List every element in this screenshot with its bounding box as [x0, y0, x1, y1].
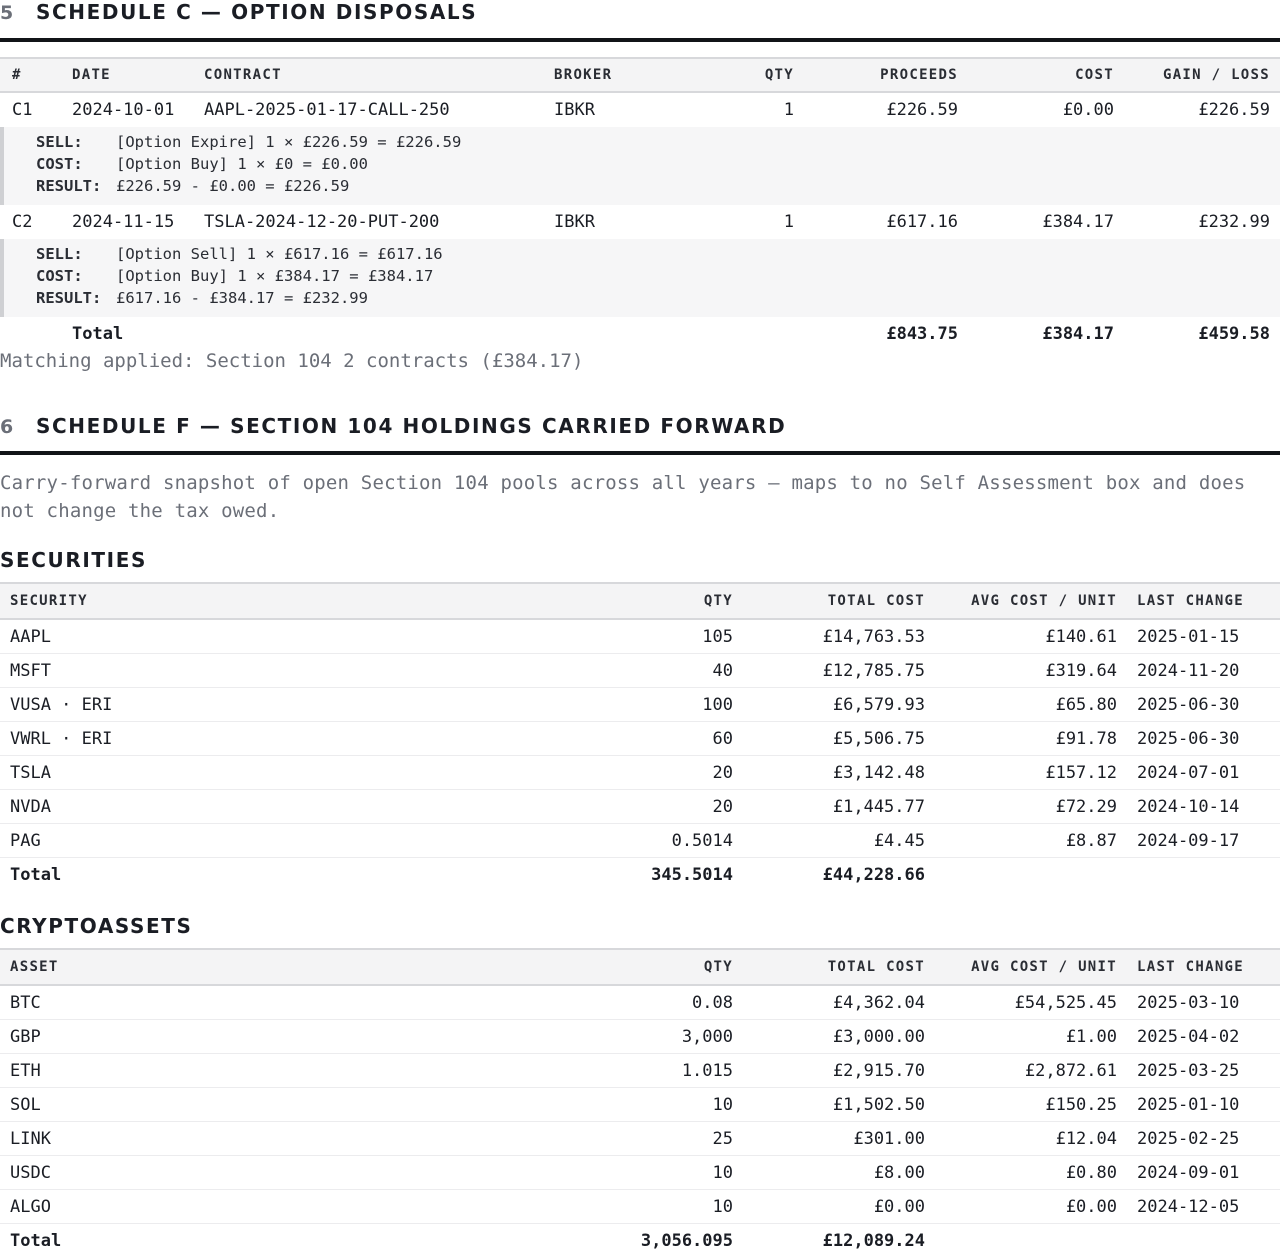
asset-qty: 0.08: [600, 985, 745, 1020]
security-total-cost: £6,579.93: [745, 688, 937, 722]
sell-detail: [Option Sell] 1 × £617.16 = £617.16: [116, 245, 443, 263]
row-qty: 1: [704, 92, 804, 127]
table-row: [0, 1190, 1280, 1224]
section-title: SCHEDULE C — OPTION DISPOSALS: [36, 0, 477, 24]
asset-last-change: 2024-09-01: [1129, 1156, 1280, 1190]
column-header: GAIN / LOSS: [1124, 58, 1280, 92]
section-number: 5: [0, 2, 36, 24]
column-header: SECURITY: [0, 583, 600, 619]
security-name: VWRL · ERI: [0, 722, 600, 756]
row-cost: £0.00: [968, 92, 1124, 127]
asset-qty: 3,000: [600, 1020, 745, 1054]
asset-name: BTC: [0, 985, 600, 1020]
column-header: DATE: [72, 58, 204, 92]
asset-total-cost: £0.00: [745, 1190, 937, 1224]
result-label: RESULT:: [36, 287, 116, 309]
asset-last-change: 2025-03-25: [1129, 1054, 1280, 1088]
column-header: QTY: [600, 949, 745, 985]
column-header: AVG COST / UNIT: [937, 583, 1129, 619]
total-label: Total: [72, 317, 204, 351]
asset-total-cost: £8.00: [745, 1156, 937, 1190]
security-qty: 105: [600, 619, 745, 654]
security-avg-cost: £72.29: [937, 790, 1129, 824]
security-avg-cost: £91.78: [937, 722, 1129, 756]
asset-total-cost: £3,000.00: [745, 1020, 937, 1054]
total-qty: 345.5014: [600, 858, 745, 892]
table-row: [0, 1088, 1280, 1122]
column-header: QTY: [704, 58, 804, 92]
asset-qty: 10: [600, 1190, 745, 1224]
asset-last-change: 2025-01-10: [1129, 1088, 1280, 1122]
table-row: [0, 688, 1280, 722]
asset-last-change: 2025-04-02: [1129, 1020, 1280, 1054]
table-row: [0, 619, 1280, 654]
security-avg-cost: £157.12: [937, 756, 1129, 790]
asset-avg-cost: £0.80: [937, 1156, 1129, 1190]
column-header: ASSET: [0, 949, 600, 985]
security-qty: 60: [600, 722, 745, 756]
security-last-change: 2025-06-30: [1129, 722, 1280, 756]
row-cost: £384.17: [968, 205, 1124, 239]
table-row: [0, 654, 1280, 688]
asset-qty: 10: [600, 1156, 745, 1190]
table-header-row: [0, 58, 1280, 92]
column-header: LAST CHANGE: [1129, 949, 1280, 985]
total-label: Total: [0, 858, 600, 892]
section-description: Carry-forward snapshot of open Section 104 pools across all years — maps to no Self Assessment box and does not change the tax owed.: [0, 469, 1270, 525]
sell-label: SELL:: [36, 131, 116, 153]
column-header: CONTRACT: [204, 58, 554, 92]
total-cost: £12,089.24: [745, 1224, 937, 1257]
column-header: BROKER: [554, 58, 704, 92]
security-name: TSLA: [0, 756, 600, 790]
table-row: [0, 1054, 1280, 1088]
table-row: [0, 790, 1280, 824]
security-last-change: 2024-07-01: [1129, 756, 1280, 790]
row-contract: TSLA-2024-12-20-PUT-200: [204, 205, 554, 239]
table-row: [0, 756, 1280, 790]
asset-avg-cost: £0.00: [937, 1190, 1129, 1224]
security-name: AAPL: [0, 619, 600, 654]
total-label: Total: [0, 1224, 600, 1257]
detail-row: [0, 127, 1280, 205]
security-last-change: 2024-09-17: [1129, 824, 1280, 858]
asset-total-cost: £2,915.70: [745, 1054, 937, 1088]
cost-label: COST:: [36, 265, 116, 287]
security-total-cost: £1,445.77: [745, 790, 937, 824]
security-name: PAG: [0, 824, 600, 858]
column-header: COST: [968, 58, 1124, 92]
row-qty: 1: [704, 205, 804, 239]
section-title: SCHEDULE F — SECTION 104 HOLDINGS CARRIED FORWARD: [36, 414, 786, 438]
cryptoassets-heading: CRYPTOASSETS: [0, 914, 193, 938]
table-row: [0, 92, 1280, 127]
column-header: #: [0, 58, 72, 92]
total-row: [0, 858, 1280, 892]
calculation-detail: [0, 127, 1280, 205]
sell-label: SELL:: [36, 243, 116, 265]
row-contract: AAPL-2025-01-17-CALL-250: [204, 92, 554, 127]
row-broker: IBKR: [554, 92, 704, 127]
total-row: [0, 317, 1280, 351]
security-qty: 0.5014: [600, 824, 745, 858]
security-qty: 20: [600, 790, 745, 824]
column-header: TOTAL COST: [745, 949, 937, 985]
sell-detail: [Option Expire] 1 × £226.59 = £226.59: [116, 133, 461, 151]
asset-qty: 25: [600, 1122, 745, 1156]
row-date: 2024-11-15: [72, 205, 204, 239]
row-id: C2: [0, 205, 72, 239]
security-last-change: 2024-11-20: [1129, 654, 1280, 688]
security-last-change: 2025-01-15: [1129, 619, 1280, 654]
result-label: RESULT:: [36, 175, 116, 197]
result-detail: £617.16 - £384.17 = £232.99: [116, 289, 368, 307]
row-broker: IBKR: [554, 205, 704, 239]
asset-name: USDC: [0, 1156, 600, 1190]
table-row: [0, 205, 1280, 239]
column-header: LAST CHANGE: [1129, 583, 1280, 619]
security-avg-cost: £65.80: [937, 688, 1129, 722]
security-name: NVDA: [0, 790, 600, 824]
asset-qty: 1.015: [600, 1054, 745, 1088]
detail-row: [0, 239, 1280, 317]
row-gain: £226.59: [1124, 92, 1280, 127]
security-avg-cost: £8.87: [937, 824, 1129, 858]
securities-table: [0, 582, 1280, 891]
asset-avg-cost: £150.25: [937, 1088, 1129, 1122]
table-row: [0, 824, 1280, 858]
column-header: TOTAL COST: [745, 583, 937, 619]
table-row: [0, 1122, 1280, 1156]
security-avg-cost: £140.61: [937, 619, 1129, 654]
cost-detail: [Option Buy] 1 × £384.17 = £384.17: [116, 267, 433, 285]
total-gain: £459.58: [1124, 317, 1280, 351]
cost-label: COST:: [36, 153, 116, 175]
row-proceeds: £226.59: [804, 92, 968, 127]
table-row: [0, 1156, 1280, 1190]
security-last-change: 2025-06-30: [1129, 688, 1280, 722]
asset-last-change: 2025-03-10: [1129, 985, 1280, 1020]
row-gain: £232.99: [1124, 205, 1280, 239]
row-proceeds: £617.16: [804, 205, 968, 239]
row-id: C1: [0, 92, 72, 127]
result-detail: £226.59 - £0.00 = £226.59: [116, 177, 349, 195]
schedule-f-header: [0, 414, 1280, 455]
security-total-cost: £12,785.75: [745, 654, 937, 688]
table-header-row: [0, 949, 1280, 985]
row-date: 2024-10-01: [72, 92, 204, 127]
total-cost: £384.17: [968, 317, 1124, 351]
asset-avg-cost: £1.00: [937, 1020, 1129, 1054]
column-header: QTY: [600, 583, 745, 619]
asset-total-cost: £1,502.50: [745, 1088, 937, 1122]
asset-total-cost: £301.00: [745, 1122, 937, 1156]
cryptoassets-table: [0, 948, 1280, 1257]
schedule-c-header: [0, 0, 1280, 42]
table-row: [0, 985, 1280, 1020]
total-proceeds: £843.75: [804, 317, 968, 351]
asset-last-change: 2024-12-05: [1129, 1190, 1280, 1224]
security-total-cost: £4.45: [745, 824, 937, 858]
asset-name: ALGO: [0, 1190, 600, 1224]
asset-qty: 10: [600, 1088, 745, 1122]
securities-heading: SECURITIES: [0, 548, 147, 572]
column-header: PROCEEDS: [804, 58, 968, 92]
option-disposals-table: [0, 57, 1280, 351]
table-row: [0, 722, 1280, 756]
asset-total-cost: £4,362.04: [745, 985, 937, 1020]
table-row: [0, 1020, 1280, 1054]
matching-note: Matching applied: Section 104 2 contracts (£384.17): [0, 350, 583, 372]
total-row: [0, 1224, 1280, 1257]
security-name: MSFT: [0, 654, 600, 688]
calculation-detail: [0, 239, 1280, 317]
security-avg-cost: £319.64: [937, 654, 1129, 688]
section-number: 6: [0, 416, 36, 438]
security-name: VUSA · ERI: [0, 688, 600, 722]
security-last-change: 2024-10-14: [1129, 790, 1280, 824]
security-total-cost: £3,142.48: [745, 756, 937, 790]
total-cost: £44,228.66: [745, 858, 937, 892]
security-total-cost: £5,506.75: [745, 722, 937, 756]
security-total-cost: £14,763.53: [745, 619, 937, 654]
asset-avg-cost: £2,872.61: [937, 1054, 1129, 1088]
asset-avg-cost: £54,525.45: [937, 985, 1129, 1020]
asset-name: ETH: [0, 1054, 600, 1088]
asset-name: LINK: [0, 1122, 600, 1156]
security-qty: 20: [600, 756, 745, 790]
cost-detail: [Option Buy] 1 × £0 = £0.00: [116, 155, 368, 173]
security-qty: 100: [600, 688, 745, 722]
table-header-row: [0, 583, 1280, 619]
asset-name: SOL: [0, 1088, 600, 1122]
asset-name: GBP: [0, 1020, 600, 1054]
asset-last-change: 2025-02-25: [1129, 1122, 1280, 1156]
asset-avg-cost: £12.04: [937, 1122, 1129, 1156]
column-header: AVG COST / UNIT: [937, 949, 1129, 985]
total-qty: 3,056.095: [600, 1224, 745, 1257]
security-qty: 40: [600, 654, 745, 688]
